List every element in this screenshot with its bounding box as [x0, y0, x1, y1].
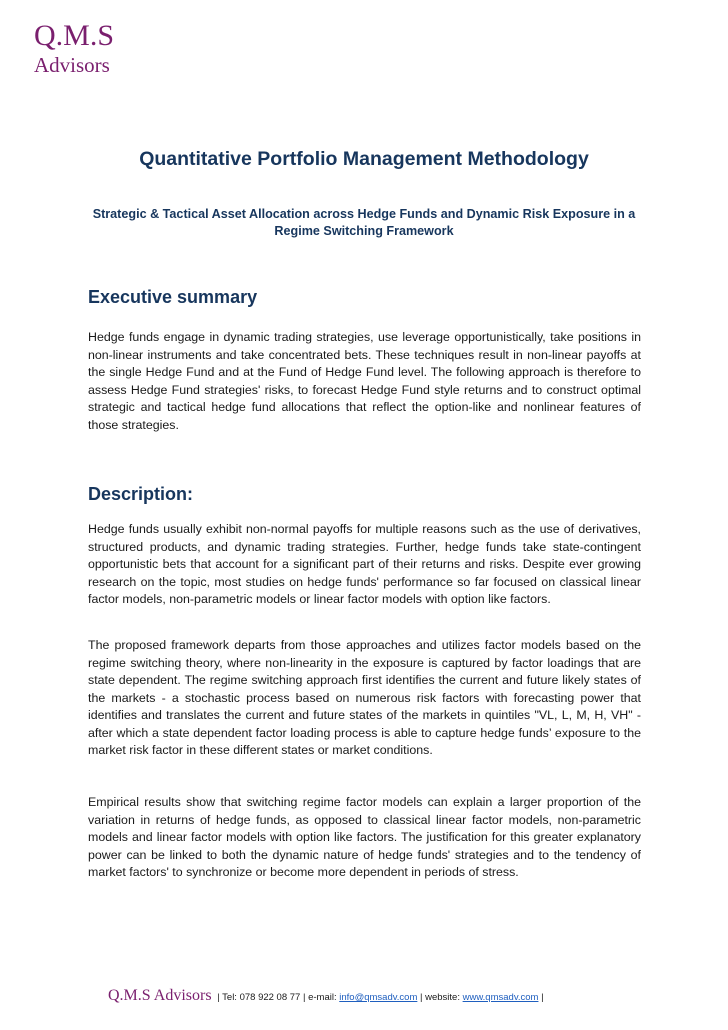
- footer-separator: |: [214, 992, 223, 1003]
- footer-separator: |: [300, 992, 309, 1003]
- company-logo: [34, 20, 114, 76]
- executive-summary-heading: Executive summary: [88, 287, 258, 307]
- footer-telephone: Tel: 078 922 08 77: [222, 992, 301, 1003]
- description-paragraph-3: Empirical results show that switching regime factor models can explain a larger proportion of the variation in returns of hedge funds, as opposed to classical linear factor models, non-parametric models and linear factor models with option like factors. The justification for this greater explanatory power can be linked to both the dynamic nature of hedge funds' strategies and to the tendency of market factors' to synchronize or become more dependent in periods of stress.: [88, 795, 641, 879]
- executive-summary-paragraph: Hedge funds engage in dynamic trading strategies, use leverage opportunistically, take positions in non-linear instruments and take concentrated bets. These techniques result in non-linear payoffs at the single Hedge Fund and at the Fund of Hedge Fund level. The following approach is therefore to assess Hedge Fund strategies' risks, to forecast Hedge Fund style returns and to construct optimal strategic and tactical hedge fund allocations that reflect the option-like and nonlinear features of those strategies.: [88, 330, 641, 432]
- logo-line-advisors: Advisors: [34, 52, 110, 77]
- footer-separator: |: [538, 992, 544, 1003]
- footer-brand: Q.M.S Advisors: [108, 987, 212, 1004]
- footer-website-label: website:: [425, 992, 463, 1003]
- description-heading: Description:: [88, 484, 194, 504]
- document-title: Quantitative Portfolio Management Methodology: [139, 148, 589, 170]
- document-subtitle: Strategic & Tactical Asset Allocation across Hedge Funds and Dynamic Risk Exposure in a Regime Switching Framework: [92, 207, 636, 238]
- logo-line-qms: Q.M.S: [34, 19, 115, 52]
- footer-separator: |: [417, 992, 426, 1003]
- page-footer: [108, 987, 708, 1005]
- footer-website-link[interactable]: www.qmsadv.com: [462, 992, 539, 1003]
- footer-email-label: e-mail:: [308, 992, 340, 1003]
- description-paragraph-1: Hedge funds usually exhibit non-normal payoffs for multiple reasons such as the use of derivatives, structured products, and dynamic trading strategies. Further, hedge funds take state-contingent opportunistic bets that account for a significant part of their returns and risks. Despite ever growing research on the topic, most studies on hedge funds' performance so far focused on classical linear factor models, non-parametric models or linear factor models with option like factors.: [88, 522, 641, 606]
- footer-email-link[interactable]: info@qmsadv.com: [339, 992, 418, 1003]
- description-paragraph-2: The proposed framework departs from those approaches and utilizes factor models based on the regime switching theory, where non-linearity in the exposure is captured by factor loadings that are state dependent. The regime switching approach first identifies the current and future likely states of the markets - a stochastic process based on numerous risk factors with forecasting power that identifies and translates the current and future states of the markets in quintiles "VL, L, M, H, VH" - after which a state dependent factor loading process is able to capture hedge funds’ exposure to the market risk factor in these different states or market conditions.: [88, 638, 641, 757]
